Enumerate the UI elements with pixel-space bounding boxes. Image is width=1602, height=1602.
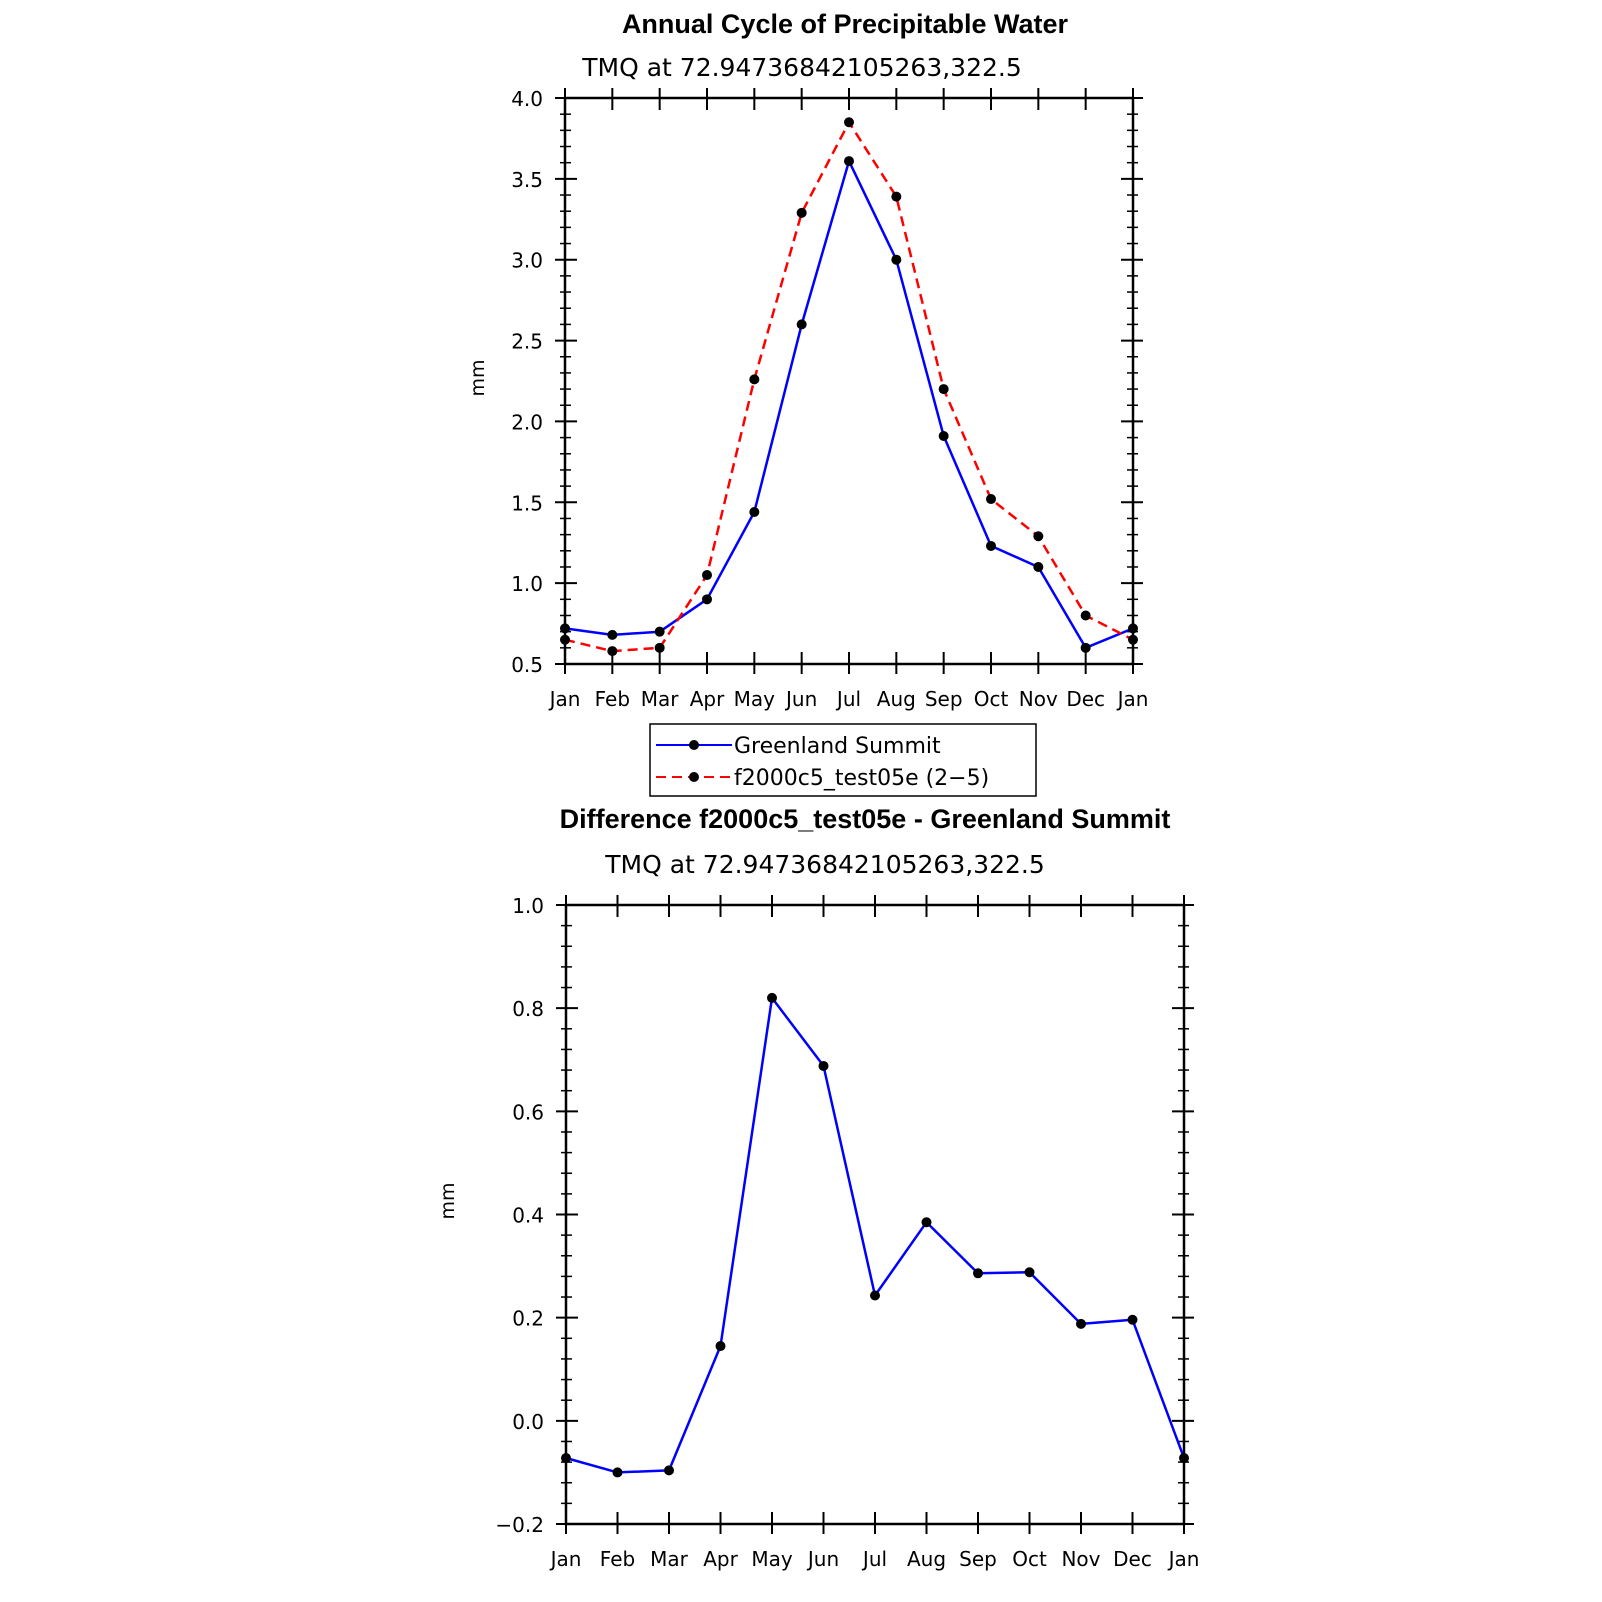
legend [650,724,1036,796]
bottom-chart-series-1-point [1128,1315,1138,1325]
top-chart-series-1-point [1033,562,1043,572]
top-chart-series-2-line [565,122,1133,651]
top-chart-x-tick-label: Nov [1018,687,1058,711]
top-chart-series-1-point [1128,623,1138,633]
bottom-chart-series-1-point [870,1290,880,1300]
top-chart-series-2-point [1033,531,1043,541]
bottom-chart-y-tick-label: 0.0 [512,1409,544,1434]
top-chart-subtitle: TMQ at 72.94736842105263,322.5 [582,53,1022,82]
top-chart-series-1-point [1081,643,1091,653]
top-chart-series-2-point [986,494,996,504]
bottom-chart-plot [495,894,1199,1571]
top-chart-series-1-point [797,319,807,329]
top-chart-y-tick-label: 3.5 [511,167,543,192]
bottom-chart-y-axis-label: mm [437,1182,459,1220]
legend-label-series-1: Greenland Summit [734,734,941,759]
bottom-chart-series-1-point [922,1217,932,1227]
top-chart-x-tick-label: Jan [1117,687,1149,711]
legend-marker-series-2 [689,772,699,782]
bottom-chart-y-tick-label: 0.4 [512,1203,544,1228]
top-chart-y-axis-label: mm [467,359,489,397]
bottom-chart-x-tick-label: Apr [703,1547,738,1571]
bottom-chart-series-1-point [1179,1453,1189,1463]
top-chart-x-tick-label: Jun [786,687,818,711]
bottom-chart-x-tick-label: Dec [1113,1547,1152,1571]
top-chart-x-tick-label: Feb [594,687,631,711]
top-chart-x-tick-label: Jul [836,687,862,711]
bottom-chart-x-tick-label: Mar [650,1547,688,1571]
bottom-chart-plot-frame [566,905,1184,1524]
bottom-chart-series-1-point [1076,1319,1086,1329]
top-chart-x-tick-label: Mar [640,687,679,711]
top-chart-y-tick-label: 1.0 [511,572,543,597]
bottom-chart-series-1-point [973,1268,983,1278]
top-chart-series-2-point [702,570,712,580]
bottom-chart-series-1-point [1025,1267,1035,1277]
top-chart-series-2-point [1081,610,1091,620]
bottom-chart-series-1-point [716,1341,726,1351]
top-chart-series-1-line [565,161,1133,648]
top-chart-y-tick-label: 4.0 [511,87,543,111]
bottom-chart-y-tick-label: 0.8 [512,997,544,1022]
bottom-chart-y-tick-label: 1.0 [512,894,544,918]
top-chart-series-1-point [939,431,949,441]
top-chart-series-1-point [702,594,712,604]
bottom-chart-x-tick-label: Nov [1061,1547,1101,1571]
bottom-chart-x-tick-label: Jun [807,1547,840,1571]
bottom-chart-series-1-line [566,998,1184,1473]
bottom-chart-x-tick-label: Feb [599,1547,636,1571]
bottom-chart-x-tick-label: Jul [862,1547,888,1571]
top-chart-series-2-point [797,208,807,218]
top-chart-y-tick-label: 2.5 [511,329,543,354]
top-chart-x-tick-label: Jan [549,687,581,711]
top-chart-series-2-point [844,117,854,127]
top-chart-x-tick-label: Aug [876,687,916,711]
bottom-chart-y-tick-label: −0.2 [495,1513,544,1537]
top-chart-y-tick-label: 2.0 [511,410,543,435]
top-chart-y-tick-label: 0.5 [511,653,543,677]
top-chart-x-tick-label: Dec [1066,687,1106,711]
bottom-chart-x-tick-label: May [751,1547,793,1571]
top-chart-series-2-point [749,374,759,384]
bottom-chart-y-tick-label: 0.2 [512,1306,544,1331]
bottom-chart-series-1-point [819,1061,829,1071]
top-chart-series-2-point [607,646,617,656]
legend-label-series-2: f2000c5_test05e (2−5) [734,766,990,791]
top-chart-series-1-point [986,541,996,551]
top-chart-series-2-point [560,635,570,645]
top-chart-x-tick-label: Apr [689,687,725,711]
top-chart-title: Annual Cycle of Precipitable Water [621,9,1069,39]
top-chart-x-tick-label: Oct [973,687,1009,711]
top-chart-series-2-point [1128,635,1138,645]
bottom-chart-y-tick-label: 0.6 [512,1100,544,1125]
top-chart-series-1-point [891,255,901,265]
top-chart-x-tick-label: Sep [924,687,963,711]
top-chart-series-2-point [939,384,949,394]
bottom-chart-x-tick-label: Oct [1012,1547,1047,1571]
bottom-chart-series-1-point [613,1467,623,1477]
bottom-chart-series-1-point [561,1453,571,1463]
bottom-chart-x-tick-label: Sep [959,1547,997,1571]
top-chart-series-2-point [891,192,901,202]
top-chart-series-1-point [607,630,617,640]
bottom-chart-title: Difference f2000c5_test05e - Greenland Summit [559,804,1171,834]
top-chart-series-1-point [749,507,759,517]
top-chart-y-tick-label: 1.5 [511,491,543,516]
top-chart-series-1-point [560,623,570,633]
bottom-chart-subtitle: TMQ at 72.94736842105263,322.5 [605,850,1045,879]
top-chart-y-tick-label: 3.0 [511,248,543,273]
bottom-chart-x-tick-label: Jan [1168,1547,1200,1571]
bottom-chart-x-tick-label: Jan [550,1547,582,1571]
bottom-chart-x-tick-label: Aug [906,1547,947,1571]
legend-marker-series-1 [689,740,699,750]
top-chart-x-tick-label: May [733,687,776,711]
top-chart-plot [511,87,1148,711]
top-chart-plot-frame [565,98,1133,664]
bottom-chart-series-1-point [664,1465,674,1475]
bottom-chart-series-1-point [767,993,777,1003]
top-chart-series-1-point [844,156,854,166]
top-chart-series-2-point [655,643,665,653]
top-chart-series-1-point [655,627,665,637]
